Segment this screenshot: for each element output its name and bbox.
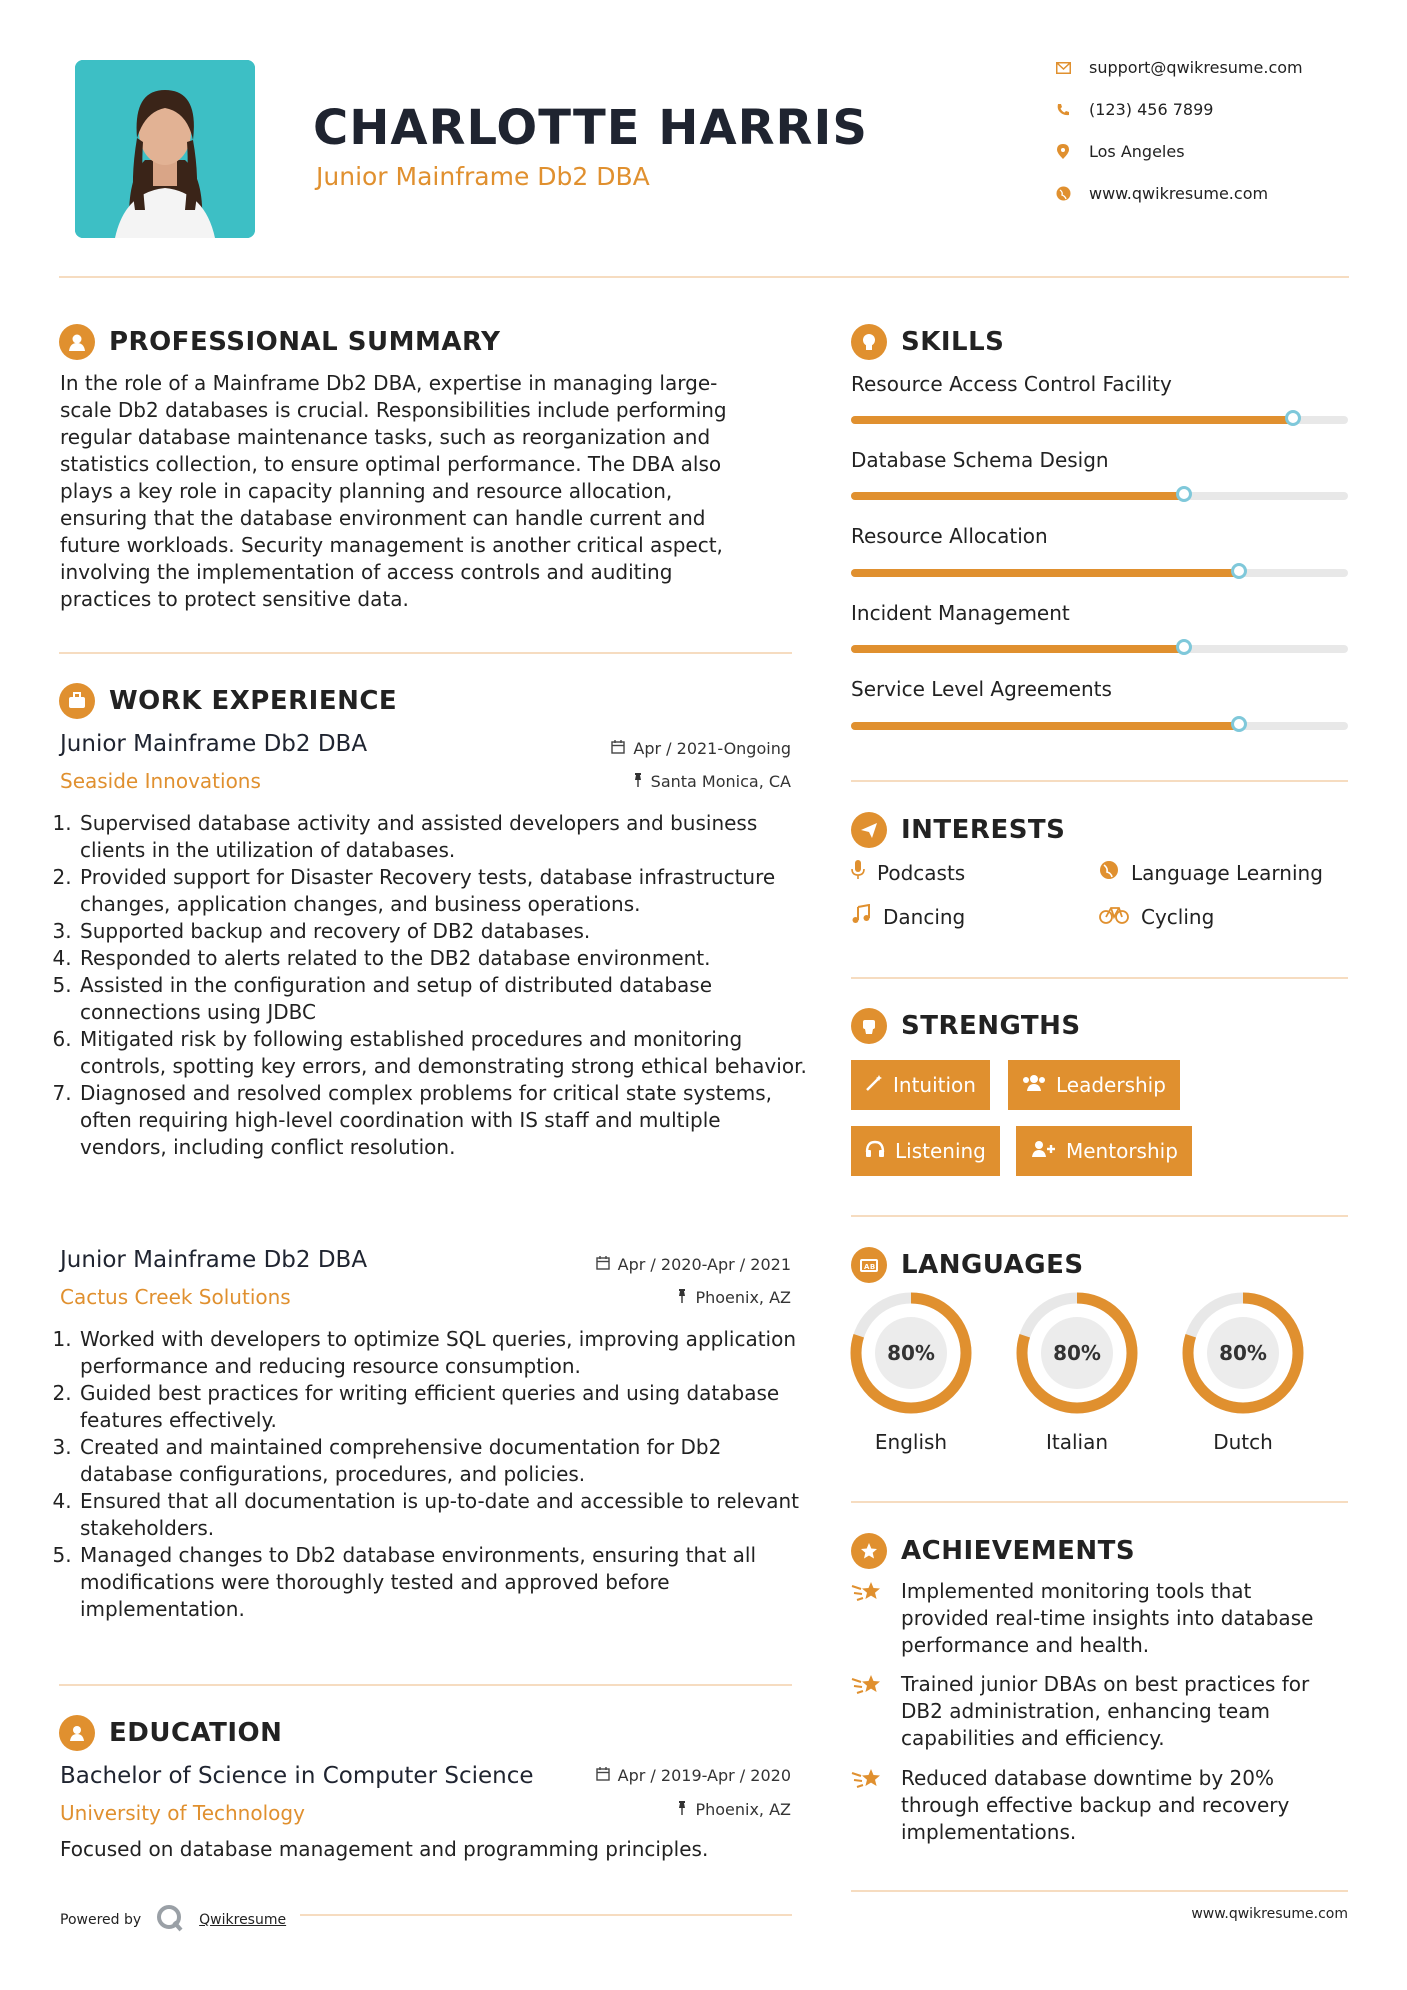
interest-cycling <box>1099 904 1214 929</box>
duty-item: 1. Supervised database activity and assisted developers and business clients in the utilization of databases. <box>78 810 812 864</box>
lightbulb-icon <box>851 324 887 360</box>
duty-item: 3. Supported backup and recovery of DB2 databases. <box>78 918 812 945</box>
achievement-text: Trained junior DBAs on best practices for DB2 administration, enhancing team capabilities and efficiency. <box>901 1672 1310 1750</box>
education-location <box>550 1800 791 1819</box>
envelope-icon <box>1055 60 1071 76</box>
globe-icon <box>1055 186 1071 202</box>
strength-label: Intuition <box>893 1073 976 1097</box>
skill-bar-knob <box>1231 716 1247 732</box>
summary-line: plays a key role in capacity planning and resource allocation, <box>60 479 673 503</box>
svg-text:AB: AB <box>864 1263 876 1271</box>
skill-bar <box>851 492 1348 500</box>
magic-wand-icon <box>865 1073 883 1097</box>
achievements-divider <box>851 1890 1348 1892</box>
language-percent: 80% <box>1053 1341 1101 1365</box>
job-2-date-text: Apr / 2020-Apr / 2021 <box>617 1255 791 1274</box>
summary-line: In the role of a Mainframe Db2 DBA, expertise in managing large- <box>60 371 718 395</box>
interest-label: Dancing <box>883 904 966 929</box>
strength-badge-intuition <box>851 1060 990 1110</box>
duty-item: 3. Created and maintained comprehensive documentation for Db2 database configurations, procedures, and policies. <box>78 1434 812 1488</box>
duty-item: 7. Diagnosed and resolved complex problems for critical state systems, often requiring high-level coordination with IS staff and multiple vendors, including conflict resolution. <box>78 1080 812 1161</box>
experience-title: WORK EXPERIENCE <box>109 686 398 716</box>
language-name: Italian <box>1045 1430 1109 1454</box>
skill-bar-knob <box>1176 486 1192 502</box>
job-1-company: Seaside Innovations <box>60 769 261 793</box>
skill-bar <box>851 569 1348 577</box>
job-1-location <box>550 772 791 791</box>
interest-label: Cycling <box>1141 904 1215 929</box>
languages-title: LANGUAGES <box>901 1250 1084 1280</box>
languages-divider <box>851 1501 1348 1503</box>
skill-bar-knob <box>1231 563 1247 579</box>
education-heading <box>59 1715 282 1751</box>
header-divider <box>59 276 1349 278</box>
language-icon <box>851 1247 887 1283</box>
duty-item: 1. Worked with developers to optimize SQL queries, improving application performance and reducing resource consumption. <box>78 1326 812 1380</box>
achievement-item <box>851 1578 1348 1659</box>
experience-heading <box>59 683 397 719</box>
education-date-text: Apr / 2019-Apr / 2020 <box>617 1766 791 1785</box>
summary-line: scale Db2 databases is crucial. Responsibilities include performing <box>60 398 727 422</box>
education-location-text: Phoenix, AZ <box>695 1800 791 1819</box>
skill-bar <box>851 722 1348 730</box>
duty-item: 5. Managed changes to Db2 database environments, ensuring that all modifications were thoroughly tested and approved before implementation. <box>78 1542 812 1623</box>
contact-location-text: Los Angeles <box>1089 142 1185 161</box>
language-name: Dutch <box>1213 1430 1273 1454</box>
users-icon <box>1022 1073 1046 1097</box>
language-ring-english <box>848 1290 974 1416</box>
user-plus-icon <box>1030 1139 1056 1163</box>
language-ring-italian <box>1014 1290 1140 1416</box>
music-note-icon <box>851 904 871 929</box>
achievement-text: Reduced database downtime by 20% through effective backup and recovery implementations. <box>901 1766 1290 1844</box>
job-2-duties <box>58 1326 812 1623</box>
interests-divider <box>851 977 1348 979</box>
contact-location <box>1055 142 1185 161</box>
job-2-title: Junior Mainframe Db2 DBA <box>60 1247 368 1273</box>
powered-by <box>60 1903 286 1937</box>
interests-heading <box>851 812 1065 848</box>
skill-bar-fill <box>851 722 1239 730</box>
calendar-icon <box>596 1255 610 1274</box>
pin-icon <box>677 1800 687 1819</box>
job-1-date-text: Apr / 2021-Ongoing <box>633 739 791 758</box>
job-1-duties <box>58 810 812 1161</box>
summary-line: practices to protect sensitive data. <box>60 587 409 611</box>
job-1-location-text: Santa Monica, CA <box>650 772 791 791</box>
language-percent: 80% <box>887 1341 935 1365</box>
education-date <box>550 1766 791 1785</box>
calendar-icon <box>596 1766 610 1785</box>
contact-email-text: support@qwikresume.com <box>1089 58 1303 77</box>
language-percent: 80% <box>1219 1341 1267 1365</box>
skill-bar <box>851 416 1348 424</box>
education-description: Focused on database management and programming principles. <box>60 1837 709 1861</box>
skill-label: Resource Access Control Facility <box>851 372 1172 396</box>
skills-heading <box>851 324 1004 360</box>
duty-item: 2. Provided support for Disaster Recovery tests, database infrastructure changes, application changes, and business operations. <box>78 864 812 918</box>
education-school: University of Technology <box>60 1801 305 1825</box>
candidate-role: Junior Mainframe Db2 DBA <box>316 162 650 191</box>
contact-phone[interactable] <box>1055 100 1213 119</box>
summary-line: future workloads. Security management is another critical aspect, <box>60 533 723 557</box>
job-2-date <box>550 1255 791 1274</box>
calendar-icon <box>611 739 625 758</box>
paper-plane-icon <box>851 812 887 848</box>
skill-bar-fill <box>851 492 1184 500</box>
strength-badge-listening <box>851 1126 1000 1176</box>
contact-website-text: www.qwikresume.com <box>1089 184 1269 203</box>
achievements-title: ACHIEVEMENTS <box>901 1536 1136 1566</box>
interest-label: Podcasts <box>877 860 966 885</box>
shooting-star-icon <box>851 1578 887 1659</box>
summary-line: statistics collection, to ensure optimal performance. The DBA also <box>60 452 722 476</box>
profile-photo <box>75 60 255 238</box>
interests-title: INTERESTS <box>901 815 1066 845</box>
duty-item: 4. Ensured that all documentation is up-to-date and accessible to relevant stakeholders. <box>78 1488 812 1542</box>
interest-language-learning <box>1099 860 1323 885</box>
summary-heading <box>59 324 500 360</box>
job-2-location-text: Phoenix, AZ <box>695 1288 791 1307</box>
map-pin-icon <box>1055 144 1071 160</box>
achievement-text: Implemented monitoring tools that provided real-time insights into database performance and health. <box>901 1579 1314 1657</box>
job-2-company: Cactus Creek Solutions <box>60 1285 291 1309</box>
job-2-location <box>550 1288 791 1307</box>
skill-bar-fill <box>851 645 1184 653</box>
globe-icon <box>1099 860 1119 885</box>
bicycle-icon <box>1099 904 1129 929</box>
summary-line: involving the implementation of access controls and auditing <box>60 560 673 584</box>
skills-title: SKILLS <box>901 327 1005 357</box>
interest-label: Language Learning <box>1131 860 1323 885</box>
duty-item: 6. Mitigated risk by following established procedures and monitoring controls, spotting key errors, and demonstrating strong ethical behavior. <box>78 1026 812 1080</box>
language-ring-dutch <box>1180 1290 1306 1416</box>
language-name: English <box>874 1430 948 1454</box>
achievement-item <box>851 1765 1348 1846</box>
summary-line: regular database maintenance tasks, such as reorganization and <box>60 425 711 449</box>
summary-line: ensuring that the database environment can handle current and <box>60 506 706 530</box>
interest-dancing <box>851 904 965 929</box>
education-degree: Bachelor of Science in Computer Science <box>60 1763 534 1789</box>
strength-label: Mentorship <box>1066 1139 1178 1163</box>
strengths-title: STRENGTHS <box>901 1011 1081 1041</box>
skill-bar-knob <box>1285 410 1301 426</box>
achievements-heading <box>851 1533 1135 1569</box>
summary-text <box>60 370 800 613</box>
fist-icon <box>851 1008 887 1044</box>
skill-label: Resource Allocation <box>851 524 1048 548</box>
graduation-icon <box>59 1715 95 1751</box>
footer-website[interactable]: www.qwikresume.com <box>1191 1906 1348 1922</box>
interest-podcasts <box>851 860 965 885</box>
qwikresume-logo-icon <box>155 1903 185 1937</box>
achievement-item <box>851 1671 1348 1752</box>
strength-label: Leadership <box>1056 1073 1166 1097</box>
summary-title: PROFESSIONAL SUMMARY <box>109 327 501 357</box>
strengths-heading <box>851 1008 1081 1044</box>
strength-badge-mentorship <box>1016 1126 1192 1176</box>
job-1-title: Junior Mainframe Db2 DBA <box>60 731 368 757</box>
duty-item: 2. Guided best practices for writing efficient queries and using database features effectively. <box>78 1380 812 1434</box>
skill-label: Incident Management <box>851 601 1070 625</box>
star-badge-icon <box>851 1533 887 1569</box>
contact-email[interactable] <box>1055 58 1303 77</box>
user-icon <box>59 324 95 360</box>
education-title: EDUCATION <box>109 1718 283 1748</box>
shooting-star-icon <box>851 1671 887 1752</box>
duty-item: 5. Assisted in the configuration and setup of distributed database connections using JDBC <box>78 972 812 1026</box>
skill-label: Database Schema Design <box>851 448 1109 472</box>
skill-bar-fill <box>851 569 1239 577</box>
pin-icon <box>677 1288 687 1307</box>
strength-badge-leadership <box>1008 1060 1180 1110</box>
microphone-icon <box>851 860 865 885</box>
summary-divider <box>59 652 792 654</box>
skill-bar-knob <box>1176 639 1192 655</box>
shooting-star-icon <box>851 1765 887 1846</box>
skill-bar-fill <box>851 416 1293 424</box>
strength-label: Listening <box>895 1139 986 1163</box>
powered-by-label: Powered by <box>60 1912 142 1928</box>
headphones-icon <box>865 1139 885 1163</box>
contact-website[interactable] <box>1055 184 1268 203</box>
candidate-name: CHARLOTTE HARRIS <box>313 100 868 156</box>
contact-phone-text: (123) 456 7899 <box>1089 100 1214 119</box>
skill-label: Service Level Agreements <box>851 677 1112 701</box>
languages-heading <box>851 1247 1084 1283</box>
footer-divider-left <box>300 1914 792 1916</box>
skill-bar <box>851 645 1348 653</box>
duty-item: 4. Responded to alerts related to the DB2 database environment. <box>78 945 812 972</box>
pin-icon <box>633 772 643 791</box>
phone-icon <box>1055 102 1071 118</box>
strengths-divider <box>851 1215 1348 1217</box>
qwikresume-link[interactable]: Qwikresume <box>199 1912 287 1928</box>
briefcase-icon <box>59 683 95 719</box>
job-1-date <box>550 739 791 758</box>
experience-divider <box>59 1684 792 1686</box>
skills-divider <box>851 780 1348 782</box>
